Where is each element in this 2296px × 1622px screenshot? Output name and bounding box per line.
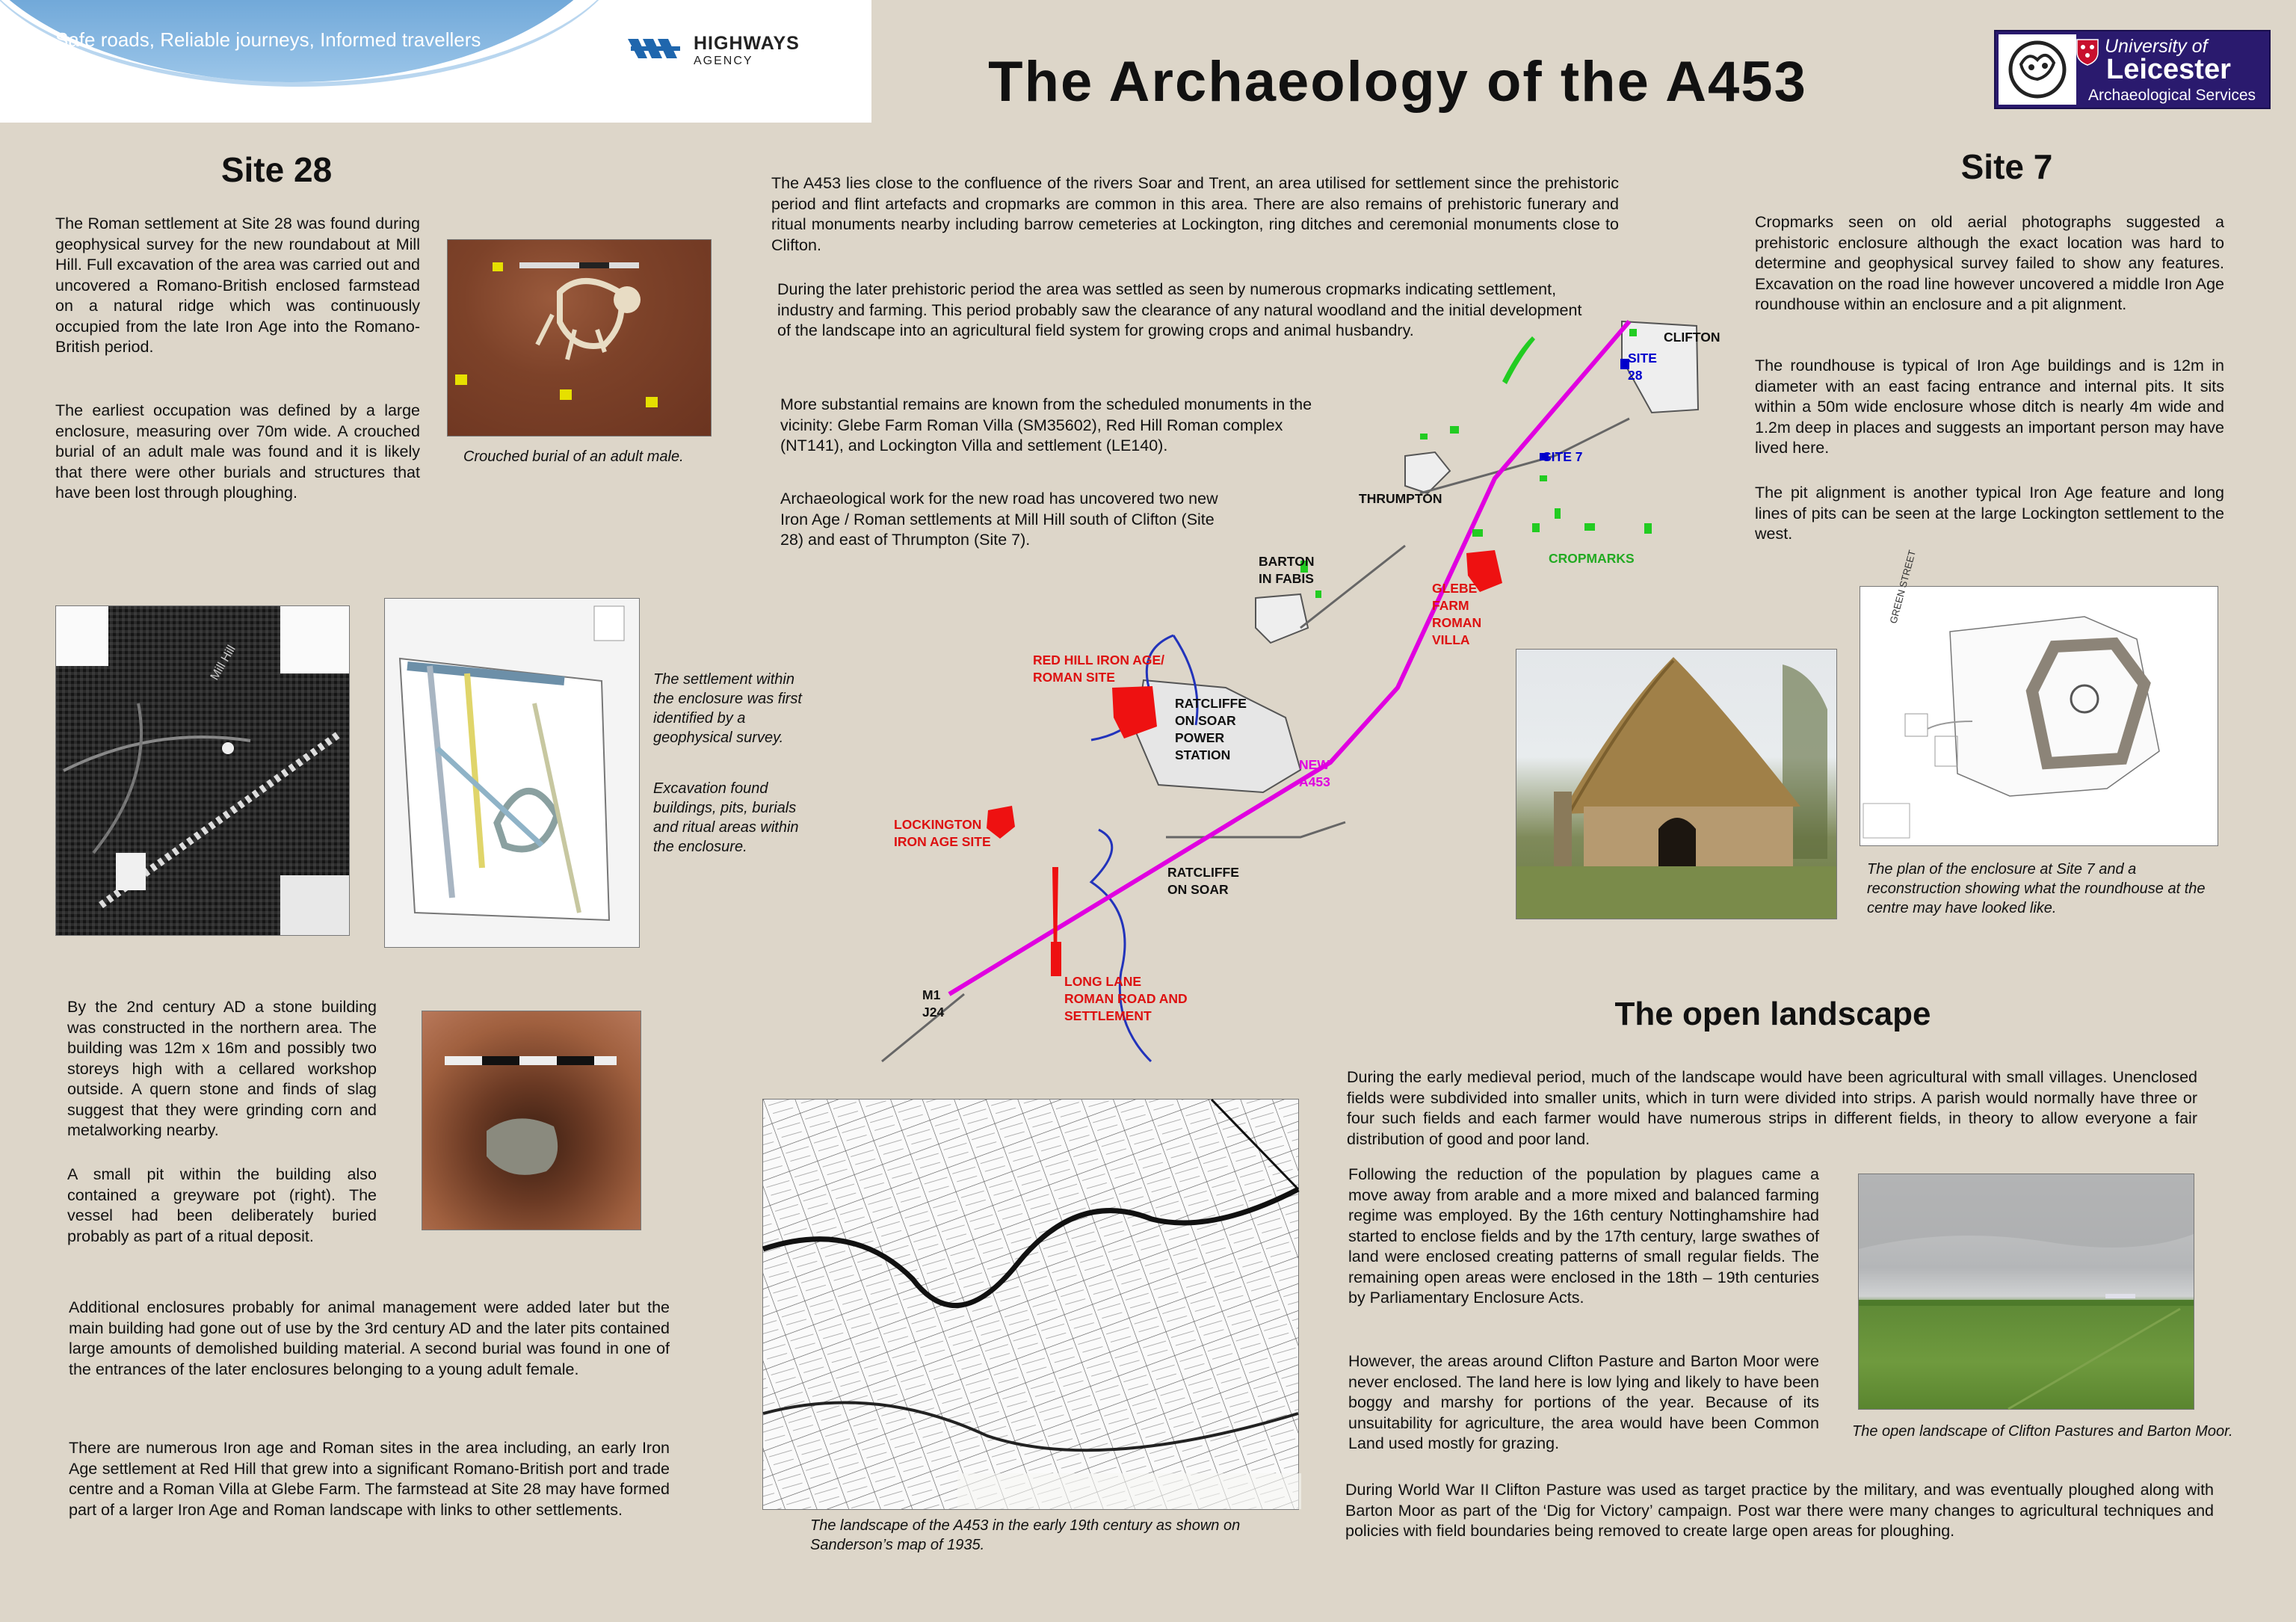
university-shield-icon (2076, 39, 2099, 66)
river-soar (1091, 830, 1151, 1061)
survey-caption-1: The settlement within the enclosure was first identified by a geophysical survey. (653, 671, 802, 746)
site28-paragraph-4: A small pit within the building also contained a greyware pot (right). The vessel had been deliberately buried probably as part of a ritual deposit. (67, 1165, 377, 1245)
map-label-m1-j24: M1 J24 (922, 987, 945, 1020)
poster-title: The Archaeology of the A453 (988, 50, 1807, 114)
map-label-red-hill: RED HILL IRON AGE/ ROMAN SITE (1033, 653, 1164, 685)
historic-map-drawing (763, 1100, 1298, 1509)
archaeology-crest-icon (1999, 34, 2076, 105)
site28-paragraph-6: There are numerous Iron age and Roman sites in the area including, an early Iron Age settlement at Red Hill that grew into a significant Romano-British port and trade centre and a Roman Villa at Glebe Farm. The farmstead at Site 28 may have formed part of a larger Iron Age and Roman landscape with links to other settlements. (69, 1439, 670, 1519)
intro-paragraph-4: Archaeological work for the new road has uncovered two new Iron Age / Roman settlements at Mill Hill south of Clifton (Site 28) and east of Thrumpton (Site 7). (780, 490, 1218, 549)
site7-plan-drawing (1860, 549, 2218, 845)
site28-plan-drawing (385, 599, 639, 947)
site28-paragraph-2: The earliest occupation was defined by a large enclosure, measuring over 70m wide. A crouched burial of an adult male was found and it is likely that there were other burials and structures that have been lost through ploughing. (55, 401, 420, 502)
site28-paragraph-1: The Roman settlement at Site 28 was found during geophysical survey for the new roundabout at Mill Hill. Full excavation of the area was carried out and uncovered a Romano-British enclosed farmstead on a natural ridge which was continuously occupied from the late Iron Age into the Romano-British period. (55, 215, 420, 356)
site7-paragraph-2: The roundhouse is typical of Iron Age buildings and is 12m in diameter with an east facing entrance and internal pits. It sits within a 50m wide enclosure whose ditch is nearly 4m wide and 1.2m deep in places and suggests an important person may have lived here. (1755, 357, 2224, 457)
agency-subname: AGENCY (694, 55, 753, 67)
roundhouse-drawing (1516, 650, 1836, 919)
highways-agency-logo (628, 33, 852, 70)
barton-area (1256, 594, 1308, 643)
open-landscape-photo (1858, 1174, 2194, 1410)
site28-paragraph-5: Additional enclosures probably for animal management were added later but the main building had gone out of use by the 3rd century AD and the later pits contained large amounts of demolished building material. A second burial was found in one of the entrances of the later enclosures belonging to a young adult female. (69, 1298, 670, 1378)
landscape-paragraph-2: Following the reduction of the population by plagues came a move away from arable and a more mixed and balanced farming regime was employed. By the 16th century Nottinghamshire had started to enclose fields and by the 17th century, large swathes of land were enclosed creating patterns of small regular fields. The remaining open areas were enclosed in the 18th – 19th centuries by Parliamentary Enclosure Acts. (1348, 1165, 1819, 1307)
map-label-barton: BARTON IN FABIS (1259, 554, 1315, 586)
long-lane-settlement (1051, 942, 1061, 976)
pot-in-pit-drawing (422, 1011, 641, 1230)
landscape-photo-caption: The open landscape of Clifton Pastures and Barton Moor. (1852, 1423, 2233, 1440)
sanderson-historic-map (762, 1099, 1299, 1510)
greyware-pot-photo (422, 1011, 641, 1230)
map-label-new-a453: NEW A453 (1299, 757, 1330, 789)
university-leicester-logo (1994, 30, 2271, 109)
site28-paragraph-3 (67, 997, 377, 1141)
site7-plan-caption: The plan of the enclosure at Site 7 and a reconstruction showing what the roundhouse at the centre may have looked like. (1867, 861, 2206, 916)
site7-heading: Site 7 (1960, 147, 2053, 186)
archaeological-services-label: Archaeological Services (2087, 87, 2256, 104)
green-street-label: GREEN STREET (1887, 549, 1919, 625)
map-label-long-lane: LONG LANE ROMAN ROAD AND SETTLEMENT (1064, 974, 1188, 1023)
banner-tagline: Safe roads, Reliable journeys, Informed travellers (55, 28, 481, 51)
site7-enclosure-plan (1860, 549, 2218, 846)
excavation-plan-site28 (384, 598, 640, 948)
survey-caption-2: Excavation found buildings, pits, burials and ritual areas within the enclosure. (653, 780, 799, 855)
intro-paragraph-2: During the later prehistoric period the area was settled as seen by numerous cropmarks indicating settlement, industry and farming. This period probably saw the clearance of any natural woodland and the initial development of the landscape into an agricultural field system for growing crops and animal husbandry. (777, 280, 1582, 339)
map-label-site28: SITE 28 (1628, 351, 1657, 383)
highways-agency-logo-icon (628, 33, 685, 64)
agency-name: HIGHWAYS (694, 33, 800, 54)
landscape-paragraph-3: However, the areas around Clifton Pasture and Barton Moor were never enclosed. The land here is low lying and likely to have been boggy and marshy for portions of the year. Because of its unsuitability for agriculture, the area would have been Common Land used mostly for grazing. (1348, 1352, 1819, 1452)
landscape-drawing (1859, 1174, 2194, 1409)
geophysical-survey-pattern (56, 606, 349, 935)
burial-skeleton-drawing (448, 240, 711, 436)
site7-paragraph-3: The pit alignment is another typical Iron Age feature and long lines of pits can be seen at the large Lockington settlement to the west. (1755, 484, 2224, 543)
geophysical-survey-image (55, 605, 350, 936)
landscape-paragraph-1: During the early medieval period, much of the landscape would have been agricultural with small villages. Unenclosed fields were subdivided into smaller units, which in turn were divided into strips. A parish would normally have three or four such fields and each farmer would have numerous strips in different fields, in theory to allow everyone a fair distribution of good and poor land. (1347, 1068, 2197, 1148)
map-label-lockington: LOCKINGTON IRON AGE SITE (894, 817, 991, 849)
roundhouse-reconstruction-photo (1516, 649, 1837, 919)
map-label-site7: SITE 7 (1543, 449, 1583, 464)
site7-paragraph-1: Cropmarks seen on old aerial photographs suggested a prehistoric enclosure although the exact location was hard to determine and geophysical survey failed to show any features. Excavation on the road line however uncovered a middle Iron Age roundhouse within an enclosure and a pit alignment. (1755, 213, 2224, 313)
leicester-label: Leicester (2106, 54, 2231, 85)
highways-agency-banner (0, 0, 871, 123)
map-label-glebe-farm: GLEBE FARM ROMAN VILLA (1432, 581, 1482, 647)
landscape-heading: The open landscape (1614, 996, 1931, 1032)
site28-heading: Site 28 (220, 150, 333, 189)
historic-map-caption: The landscape of the A453 in the early 19th century as shown on Sanderson’s map of 1935. (810, 1517, 1241, 1553)
mill-hill-label: Mill Hill (208, 643, 238, 682)
landscape-paragraph-4: During World War II Clifton Pasture was used as target practice by the military, and was eventually ploughed along with Barton Moor as part of the ‘Dig for Victory’ campaign. Post war there were many changes to agricultural techniques and policies with field boundaries being removed to create large open areas for ploughing. (1345, 1481, 2214, 1540)
map-label-ratcliffe-power-station: RATCLIFFE ON SOAR POWER STATION (1175, 696, 1247, 762)
site28-p3-text: By the 2nd century AD a stone building was constructed in the northern area. The building was 12m x 16m and possibly two storeys high with a cellared workshop outside. A quern stone and finds of slag suggest that they were grinding corn and metalworking nearby. (67, 998, 377, 1139)
university-of-label: University of (2105, 36, 2208, 57)
map-label-cropmarks: CROPMARKS (1549, 551, 1635, 566)
intro-paragraph-3: More substantial remains are known from the scheduled monuments in the vicinity: Glebe Farm Roman Villa (SM35602), Red Hill Roman complex (NT141), and Lockington Villa and settlement (LE140). (780, 395, 1312, 454)
burial-caption: Crouched burial of an adult male. (463, 448, 684, 465)
crouched-burial-photo (447, 239, 712, 437)
map-label-clifton: CLIFTON (1664, 330, 1721, 345)
map-label-ratcliffe-on-soar: RATCLIFFE ON SOAR (1167, 865, 1239, 897)
intro-paragraph-1: The A453 lies close to the confluence of the rivers Soar and Trent, an area utilised for settlement since the prehistoric period and flint artefacts and cropmarks are common in this area. There are also remains of prehistoric funerary and ritual monuments nearby including barrow cemeteries at Lockington, ring ditches and ceremonial monuments close to Clifton. (771, 174, 1619, 254)
map-label-thrumpton: THRUMPTON (1359, 491, 1442, 506)
